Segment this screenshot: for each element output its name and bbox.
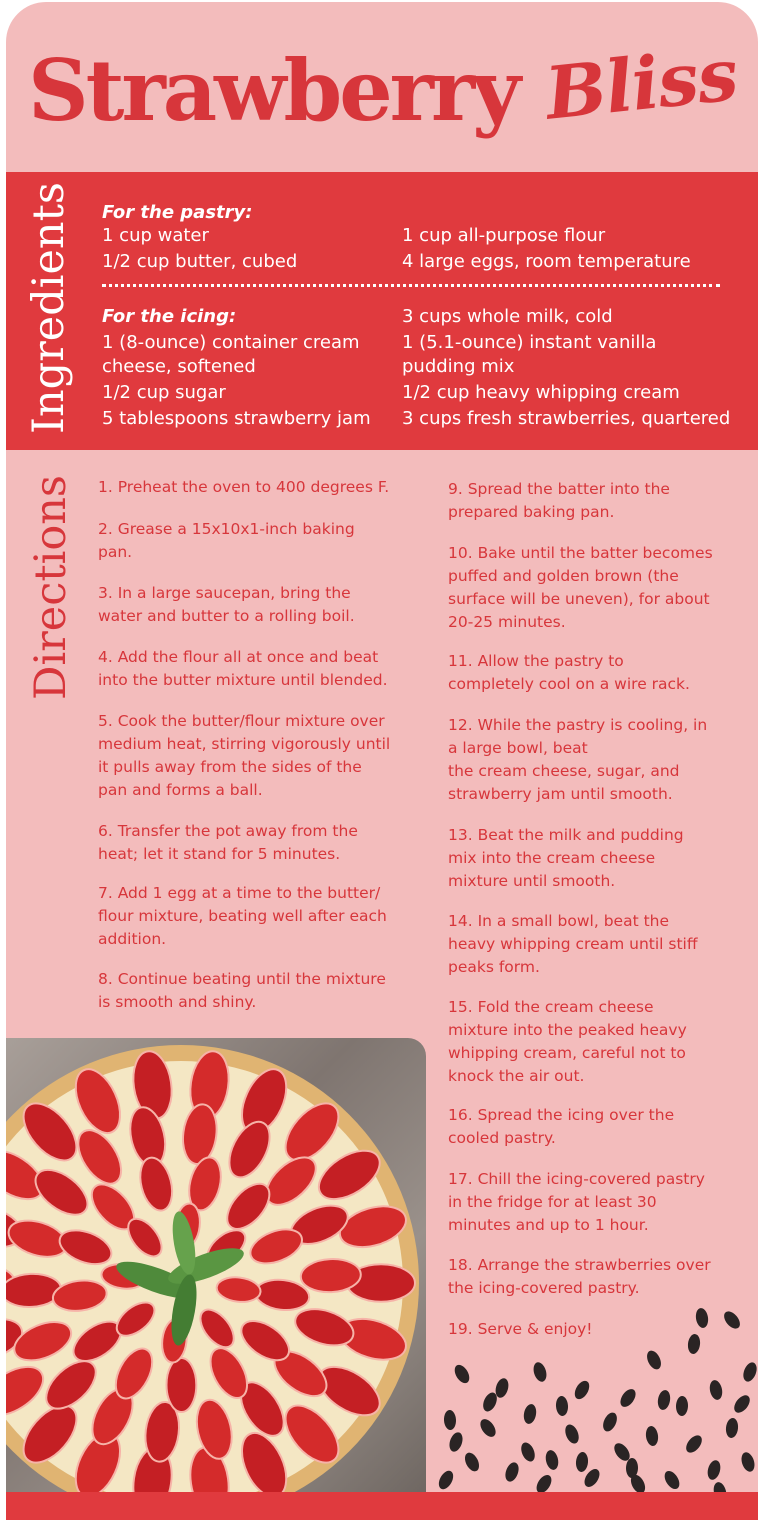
step-line: 11. Allow the pastry to [448, 652, 624, 670]
step-line: the icing-covered pastry. [448, 1279, 640, 1297]
pastry-heading: For the pastry: [102, 202, 253, 223]
step-line: water and butter to a rolling boil. [98, 607, 355, 625]
step-line: pan. [98, 543, 133, 561]
step-line: 9. Spread the batter into the [448, 480, 670, 498]
seed-icon [563, 1422, 582, 1445]
strawberry-tart-photo [6, 1038, 426, 1492]
seed-icon [555, 1396, 568, 1417]
step-line: 15. Fold the cream cheese [448, 998, 654, 1016]
step-line: mixture until smooth. [448, 872, 616, 890]
ingredient-item: 1 (8-ounce) container cream [102, 332, 360, 353]
ingredients-label: Ingredients [24, 182, 74, 434]
step-line: strawberry jam until smooth. [448, 785, 673, 803]
step-line: in the fridge for at least 30 [448, 1193, 657, 1211]
seed-icon [644, 1348, 664, 1371]
direction-step [98, 968, 386, 1014]
seed-icon [683, 1432, 705, 1455]
direction-step [448, 1168, 705, 1237]
step-line: peaks form. [448, 958, 540, 976]
seed-icon [645, 1425, 660, 1446]
seed-icon [725, 1417, 739, 1438]
step-line: minutes and up to 1 hour. [448, 1216, 649, 1234]
step-line: is smooth and shiny. [98, 993, 257, 1011]
ingredient-item: 1/2 cup butter, cubed [102, 251, 298, 272]
step-line: 14. In a small bowl, beat the [448, 912, 670, 930]
step-line: 19. Serve & enjoy! [448, 1320, 593, 1338]
step-line: addition. [98, 930, 167, 948]
seed-icon [731, 1392, 753, 1415]
seed-icon [436, 1468, 456, 1491]
ingredient-item: 3 cups fresh strawberries, quartered [402, 408, 731, 429]
step-line: 6. Transfer the pot away from the [98, 822, 358, 840]
seed-icon [662, 1468, 683, 1491]
ingredient-item: 5 tablespoons strawberry jam [102, 408, 371, 429]
seed-icon [741, 1361, 758, 1384]
seed-icon [462, 1450, 482, 1473]
seed-icon [452, 1362, 473, 1385]
direction-step [98, 476, 389, 499]
step-line: 3. In a large saucepan, bring the [98, 584, 351, 602]
seed-icon [706, 1459, 723, 1481]
tart-illustration [6, 1038, 426, 1492]
step-line: 5. Cook the butter/flour mixture over [98, 712, 385, 730]
seed-icon [687, 1333, 701, 1354]
direction-step [98, 710, 390, 802]
step-line: 7. Add 1 egg at a time to the butter/ [98, 884, 381, 902]
step-line: 4. Add the flour all at once and beat [98, 648, 379, 666]
seed-icon [443, 1410, 456, 1431]
step-line: 12. While the pastry is cooling, in [448, 716, 708, 734]
seed-icon [575, 1452, 589, 1473]
step-line: the cream cheese, sugar, and [448, 762, 680, 780]
title-script: Bliss [541, 31, 741, 136]
direction-step [448, 714, 707, 806]
ingredients-panel [6, 172, 758, 450]
seed-icon [572, 1378, 592, 1401]
step-line: whipping cream, careful not to [448, 1044, 686, 1062]
seed-icon [695, 1307, 710, 1329]
direction-step [448, 1254, 711, 1300]
step-line: into the butter mixture until blended. [98, 671, 388, 689]
step-line: a large bowl, beat [448, 739, 588, 757]
ingredients-divider [102, 284, 720, 287]
ingredient-item: 4 large eggs, room temperature [402, 251, 691, 272]
step-line: 20-25 minutes. [448, 613, 566, 631]
step-line: surface will be uneven), for about [448, 590, 710, 608]
ingredient-item: 1 cup all-purpose flour [402, 225, 606, 246]
ingredient-item: 3 cups whole milk, cold [402, 306, 613, 327]
direction-step [448, 910, 698, 979]
seed-icon [503, 1461, 521, 1484]
step-line: 16. Spread the icing over the [448, 1106, 675, 1124]
step-line: prepared baking pan. [448, 503, 615, 521]
seed-pattern-icon [432, 1302, 758, 1492]
seed-icon [739, 1451, 757, 1474]
direction-step [448, 824, 684, 893]
seed-icon [447, 1431, 465, 1454]
ingredient-item: 1/2 cup heavy whipping cream [402, 382, 680, 403]
direction-step [448, 1104, 674, 1150]
seed-icon [544, 1449, 560, 1471]
direction-step [98, 646, 388, 692]
direction-step [448, 478, 670, 524]
seed-icon [712, 1481, 728, 1492]
step-line: pan and forms a ball. [98, 781, 263, 799]
ingredient-item: 1/2 cup sugar [102, 382, 226, 403]
ingredient-item: 1 cup water [102, 225, 209, 246]
step-line: mixture into the peaked heavy [448, 1021, 687, 1039]
step-line: it pulls away from the sides of the [98, 758, 362, 776]
ingredient-item: 1 (5.1-ounce) instant vanilla [402, 332, 657, 353]
direction-step [448, 650, 690, 696]
seed-icon [477, 1416, 498, 1439]
direction-step [448, 996, 687, 1088]
step-line: 18. Arrange the strawberries over [448, 1256, 711, 1274]
seed-icon [522, 1403, 538, 1425]
ingredient-item: cheese, softened [102, 356, 256, 377]
step-line: completely cool on a wire rack. [448, 675, 690, 693]
seed-icon [534, 1472, 555, 1492]
directions-label: Directions [26, 475, 76, 700]
seed-icon [600, 1410, 619, 1433]
icing-heading: For the icing: [102, 306, 237, 327]
seed-icon [519, 1440, 538, 1463]
step-line: heat; let it stand for 5 minutes. [98, 845, 341, 863]
step-line: 13. Beat the milk and pudding [448, 826, 684, 844]
step-line: medium heat, stirring vigorously until [98, 735, 391, 753]
recipe-card [6, 2, 758, 1520]
step-line: 1. Preheat the oven to 400 degrees F. [98, 478, 390, 496]
ingredient-item: pudding mix [402, 356, 515, 377]
seed-icon [676, 1396, 689, 1416]
direction-step [98, 518, 355, 564]
step-line: 17. Chill the icing-covered pastry [448, 1170, 705, 1188]
step-line: 2. Grease a 15x10x1-inch baking [98, 520, 355, 538]
seed-icon [721, 1308, 743, 1331]
strawberry-slice [166, 1358, 196, 1412]
seed-icon [531, 1361, 548, 1384]
step-line: mix into the cream cheese [448, 849, 656, 867]
seed-icon [656, 1389, 671, 1411]
step-line: heavy whipping cream until stiff [448, 935, 698, 953]
direction-step [98, 882, 387, 951]
direction-step [98, 820, 358, 866]
seed-icon [617, 1386, 638, 1409]
step-line: flour mixture, beating well after each [98, 907, 387, 925]
footer-bar [6, 1492, 758, 1520]
seed-icon [708, 1379, 724, 1401]
step-line: knock the air out. [448, 1067, 585, 1085]
title-main: Strawberry [28, 41, 518, 140]
direction-step [448, 542, 713, 634]
direction-step [98, 582, 355, 628]
step-line: cooled pastry. [448, 1129, 556, 1147]
step-line: puffed and golden brown (the [448, 567, 679, 585]
step-line: 8. Continue beating until the mixture [98, 970, 386, 988]
step-line: 10. Bake until the batter becomes [448, 544, 713, 562]
